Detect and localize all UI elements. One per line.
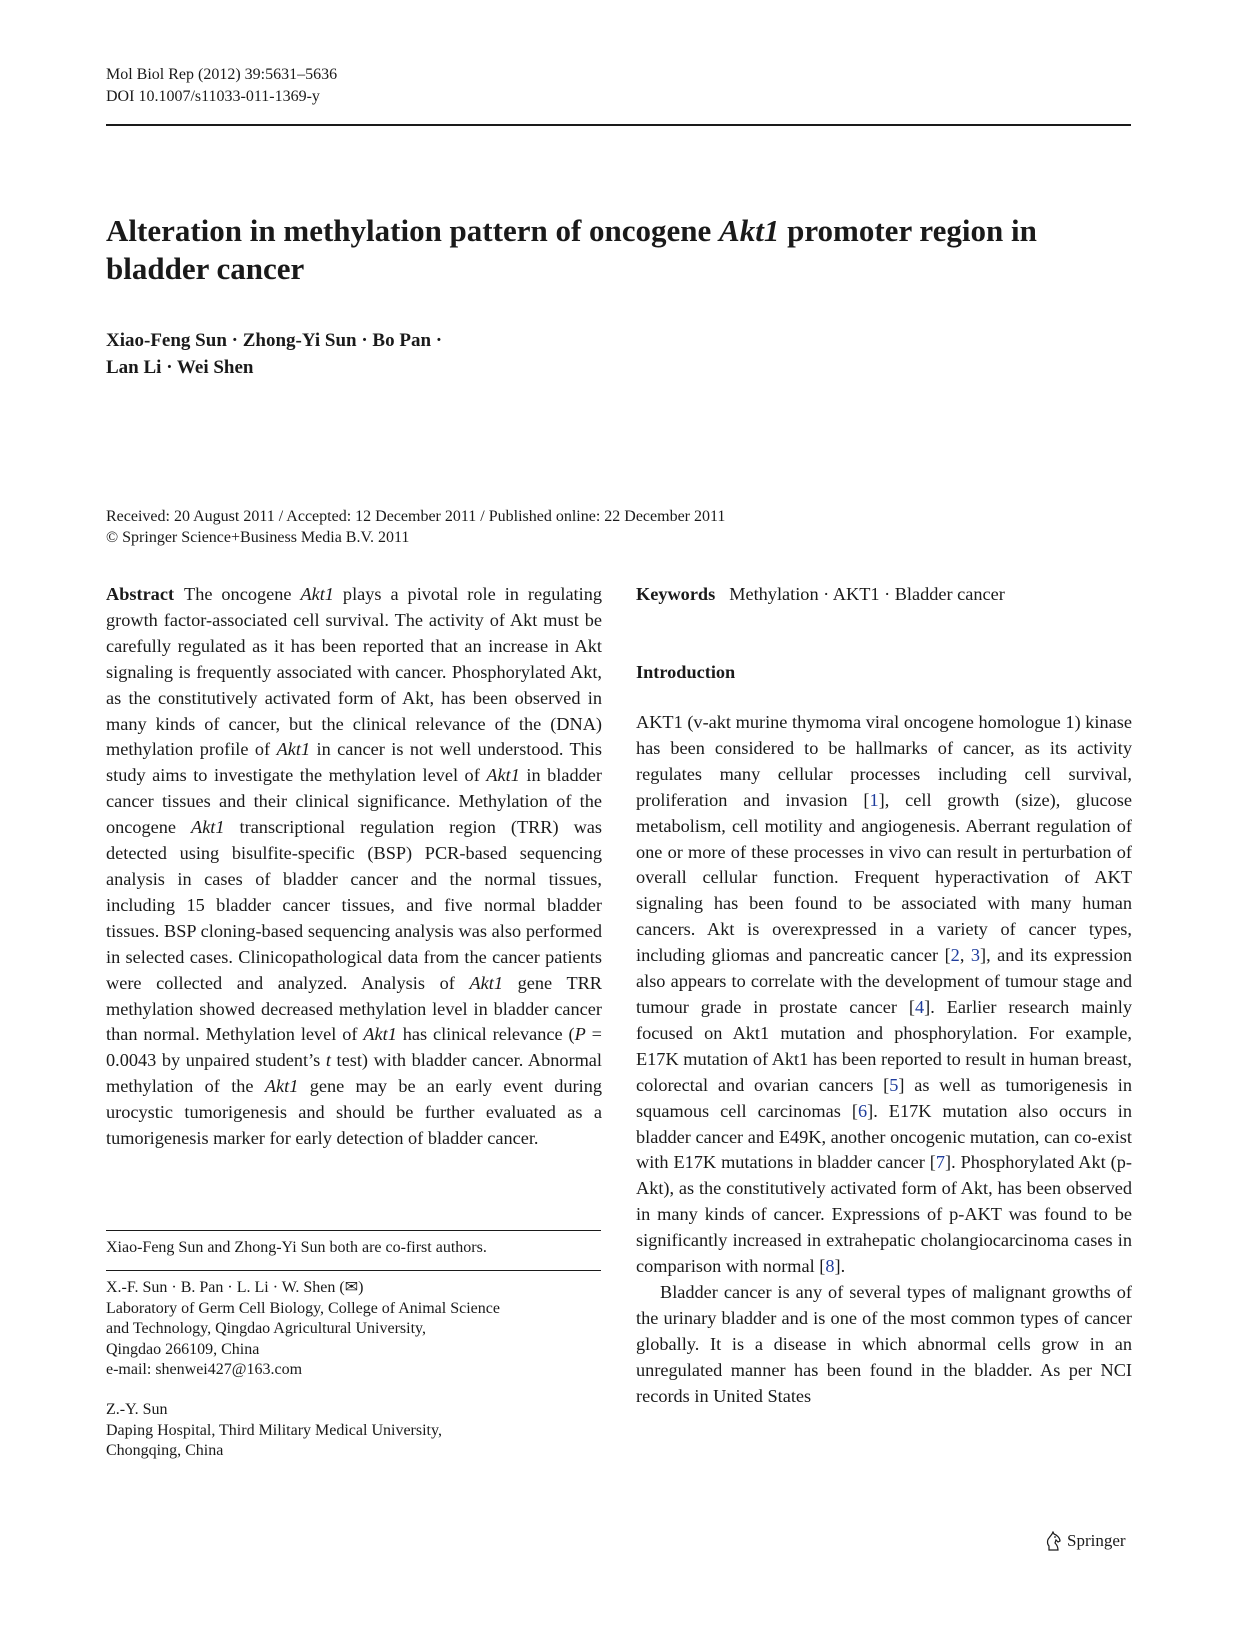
citation-link[interactable]: 1 [869, 789, 879, 810]
keywords [636, 582, 1132, 606]
publisher-name: Springer [1067, 1531, 1126, 1550]
intro-paragraph: AKT1 (v-akt murine thymoma viral oncogene homologue 1) kinase has been considered to be hallmarks of cancer, as its activity regulates many cellular processes including cell survival, proliferation and invasion [1], cell growth (size), glucose metabolism, cell motility and angiogenesis. Aberrant regulation of one or more of these processes in vivo can result in perturbation of overall cellular function. Frequent hyperactivation of AKT signaling has been found to be associated with many human cancers. Akt is overexpressed in a variety of cancer types, including gliomas and pancreatic cancer [2, 3], and its expression also appears to correlate with the development of tumour stage and tumour grade in prostate cancer [4]. Earlier research mainly focused on Akt1 mutation and phosphorylation. For example, E17K mutation of Akt1 has been reported to result in human breast, colorectal and ovarian cancers [5] as well as tumorigenesis in squamous cell carcinomas [6]. E17K mutation also occurs in bladder cancer and E49K, another oncogenic mutation, can co-exist with E17K mutations in bladder cancer [7]. Phosphorylated Akt (p-Akt), as the constitutively activated form of Akt, has been observed in many kinds of cancer. Expressions of p-AKT was found to be significantly increased in extrahepatic cholangiocarcinoma cases in comparison with normal [8]. [636, 712, 1133, 1277]
citation-link[interactable]: 8 [825, 1256, 835, 1277]
footnote-rule [106, 1230, 601, 1231]
journal-header [106, 64, 337, 108]
article-title: Alteration in methylation pattern of oncogene Akt1 promoter region in bladder cancer [106, 213, 1037, 286]
right-column [636, 582, 1133, 1406]
publication-dates [106, 506, 1106, 548]
intro-paragraph: Bladder cancer is any of several types of malignant growths of the urinary bladder and is one of the most common types of cancer globally. It is a disease in which abnormal cells grow in an unregulated manner has been found in the bladder. As per NCI records in United States [636, 1281, 1132, 1406]
introduction-body [636, 710, 1132, 1409]
springer-knight-icon [1045, 1531, 1063, 1551]
keywords-label: Keywords [636, 584, 716, 604]
journal-citation: Mol Biol Rep (2012) 39:5631–5636 [106, 66, 338, 83]
citation-link[interactable]: 2 [950, 945, 960, 966]
title-gene-name: Akt1 [719, 213, 780, 248]
publisher-logo [1045, 1530, 1126, 1552]
affiliation-1: X.-F. Sun · B. Pan · L. Li · W. Shen (✉) Laboratory of Germ Cell Biology, College of Animal Science and Technology, Qingdao Agricultural University, Qingdao 266109, China e-mail: shenwei427@163.com [106, 1278, 601, 1381]
author-line: Xiao-Feng Sun · Zhong-Yi Sun · Bo Pan · [106, 330, 443, 351]
citation-link[interactable]: 4 [914, 996, 925, 1017]
corresponding-email: e-mail: shenwei427@163.com [106, 1361, 303, 1378]
citation-link[interactable]: 6 [857, 1100, 868, 1121]
abstract: Abstract The oncogene Akt1 plays a pivotal role in regulating growth factor-associated cell survival. The activity of Akt must be carefully regulated as it has been reported that an increase in Akt signaling is frequently associated with cancer. Phosphorylated Akt, as the constitutively activated form of Akt, has been observed in many kinds of cancer, but the clinical relevance of the (DNA) methylation profile of Akt1 in cancer is not well understood. This study aims to investigate the methylation level of Akt1 in bladder cancer tissues and their clinical significance. Methylation of the oncogene Akt1 transcriptional regulation region (TRR) was detected using bisulfite-specific (BSP) PCR-based sequencing analysis in cases of bladder cancer and the normal tissues, including 15 bladder cancer tissues, and five normal bladder tissues. BSP cloning-based sequencing analysis was also performed in selected cases. Clinicopathological data from the cancer patients were collected and analyzed. Analysis of Akt1 gene TRR methylation showed decreased methylation level in bladder cancer than normal. Methylation level of Akt1 has clinical relevance (P = 0.0043 by unpaired student’s t test) with bladder cancer. Abnormal methylation of the Akt1 gene may be an early event during urocystic tumorigenesis and should be further evaluated as a tumorigenesis marker for early detection of bladder cancer. [106, 584, 603, 1149]
left-column [106, 582, 602, 1152]
affiliation-authors: Z.-Y. Sun [106, 1401, 168, 1418]
abstract-label: Abstract [106, 584, 175, 604]
copyright-notice: © Springer Science+Business Media B.V. 2011 [106, 529, 410, 546]
author-list [106, 327, 706, 381]
footnote-rule [106, 1270, 601, 1271]
section-heading-introduction: Introduction [636, 662, 736, 682]
cofirst-author-note: Xiao-Feng Sun and Zhong-Yi Sun both are co-first authors. [106, 1239, 487, 1256]
received-accepted-dates: Received: 20 August 2011 / Accepted: 12 December 2011 / Published online: 22 December 2011 [106, 508, 726, 525]
author-line: Lan Li · Wei Shen [106, 357, 254, 378]
header-rule [106, 124, 1131, 126]
citation-link[interactable]: 3 [970, 945, 981, 966]
journal-doi: DOI 10.1007/s11033-011-1369-y [106, 88, 320, 105]
affiliation-2: Z.-Y. Sun Daping Hospital, Third Military Medical University, Chongqing, China [106, 1400, 601, 1462]
affiliation-authors: X.-F. Sun · B. Pan · L. Li · W. Shen (✉) [106, 1279, 364, 1296]
keywords-list: Methylation · AKT1 · Bladder cancer [729, 584, 1005, 604]
citation-link[interactable]: 7 [935, 1152, 945, 1173]
citation-link[interactable]: 5 [889, 1074, 899, 1095]
